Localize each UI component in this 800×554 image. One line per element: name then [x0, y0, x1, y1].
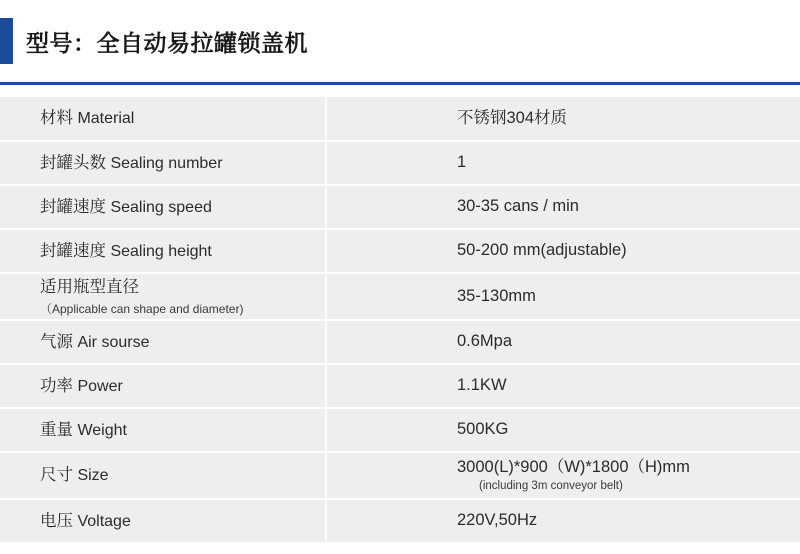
row-value-cell: [326, 499, 800, 543]
table-row: [0, 273, 800, 320]
row-value: 不锈钢304材质: [457, 108, 568, 127]
row-label-cell: [0, 499, 326, 543]
row-label-cell: [0, 408, 326, 452]
row-value: 500KG: [457, 420, 509, 439]
row-label-cn: 材料: [40, 109, 73, 128]
table-row: [0, 185, 800, 229]
row-label-cell: [0, 185, 326, 229]
row-label-cell: [0, 452, 326, 499]
row-label-cell: [0, 273, 326, 320]
row-value-cell: [326, 185, 800, 229]
table-row: [0, 408, 800, 452]
row-label: [0, 107, 325, 130]
row-value-cell: [326, 320, 800, 364]
page-header: [0, 0, 800, 82]
table-body: [0, 97, 800, 543]
row-label-cn: 封罐速度: [40, 241, 106, 260]
header-divider: [0, 82, 800, 85]
row-value: 1: [457, 153, 467, 172]
header-accent-bar: [0, 18, 13, 64]
row-label-en: Sealing speed: [110, 198, 212, 216]
row-label-sub: （Applicable can shape and diameter): [40, 301, 244, 316]
table-row: [0, 97, 800, 141]
row-label-en: Material: [77, 110, 135, 128]
row-value: 30-35 cans / min: [457, 197, 579, 216]
row-label-cell: [0, 97, 326, 141]
page-title: 型号：全自动易拉罐锁盖机: [26, 29, 308, 56]
table-row: [0, 229, 800, 273]
row-label: [0, 240, 325, 263]
row-value-cell: [326, 364, 800, 408]
row-label-en: Voltage: [77, 512, 131, 530]
table-row: [0, 141, 800, 185]
row-label-en: Air sourse: [77, 333, 150, 351]
specification-table: [0, 97, 800, 544]
row-label: [0, 152, 325, 175]
row-value: 1.1KW: [457, 376, 507, 395]
table-row: [0, 364, 800, 408]
row-label-en: Power: [77, 377, 123, 395]
row-label-en: Size: [77, 467, 109, 485]
row-value: 50-200 mm(adjustable): [457, 241, 627, 260]
row-value: [327, 457, 800, 494]
row-label-cn: 封罐头数: [40, 153, 106, 172]
row-value-cell: [326, 141, 800, 185]
row-value: 35-130mm: [457, 286, 536, 305]
row-value-sub: (including 3m conveyor belt): [479, 480, 623, 493]
row-value-cell: [326, 273, 800, 320]
row-label: [0, 419, 325, 442]
row-value-main: 3000(L)*900（W)*1800（H)mm: [457, 457, 690, 476]
row-label-en: Sealing number: [110, 154, 223, 172]
row-label-cn: 重量: [40, 420, 73, 439]
row-label: [0, 331, 325, 354]
table-row: [0, 499, 800, 543]
table-row: [0, 320, 800, 364]
row-label: [0, 464, 325, 487]
row-label-cn: 封罐速度: [40, 197, 106, 216]
row-label-cell: [0, 229, 326, 273]
row-label: [0, 375, 325, 398]
row-label-cn: 功率: [40, 376, 73, 395]
row-label-cn: 电压: [40, 511, 73, 530]
row-label: [0, 276, 325, 317]
row-value-cell: [326, 452, 800, 499]
row-label-cn: 尺寸: [40, 466, 73, 485]
row-label-cell: [0, 320, 326, 364]
row-value-cell: [326, 229, 800, 273]
row-value-cell: [326, 408, 800, 452]
row-label-cn: 适用瓶型直径: [40, 278, 139, 297]
row-value: 0.6Mpa: [457, 332, 513, 351]
row-label-cell: [0, 364, 326, 408]
table-row: [0, 452, 800, 499]
row-label: [0, 196, 325, 219]
row-label-cell: [0, 141, 326, 185]
row-label-en: Weight: [77, 421, 127, 439]
row-value: 220V,50Hz: [457, 511, 538, 530]
row-value-cell: [326, 97, 800, 141]
row-label-cn: 气源: [40, 332, 73, 351]
row-label-en: Sealing height: [110, 242, 212, 260]
row-label: [0, 510, 325, 533]
